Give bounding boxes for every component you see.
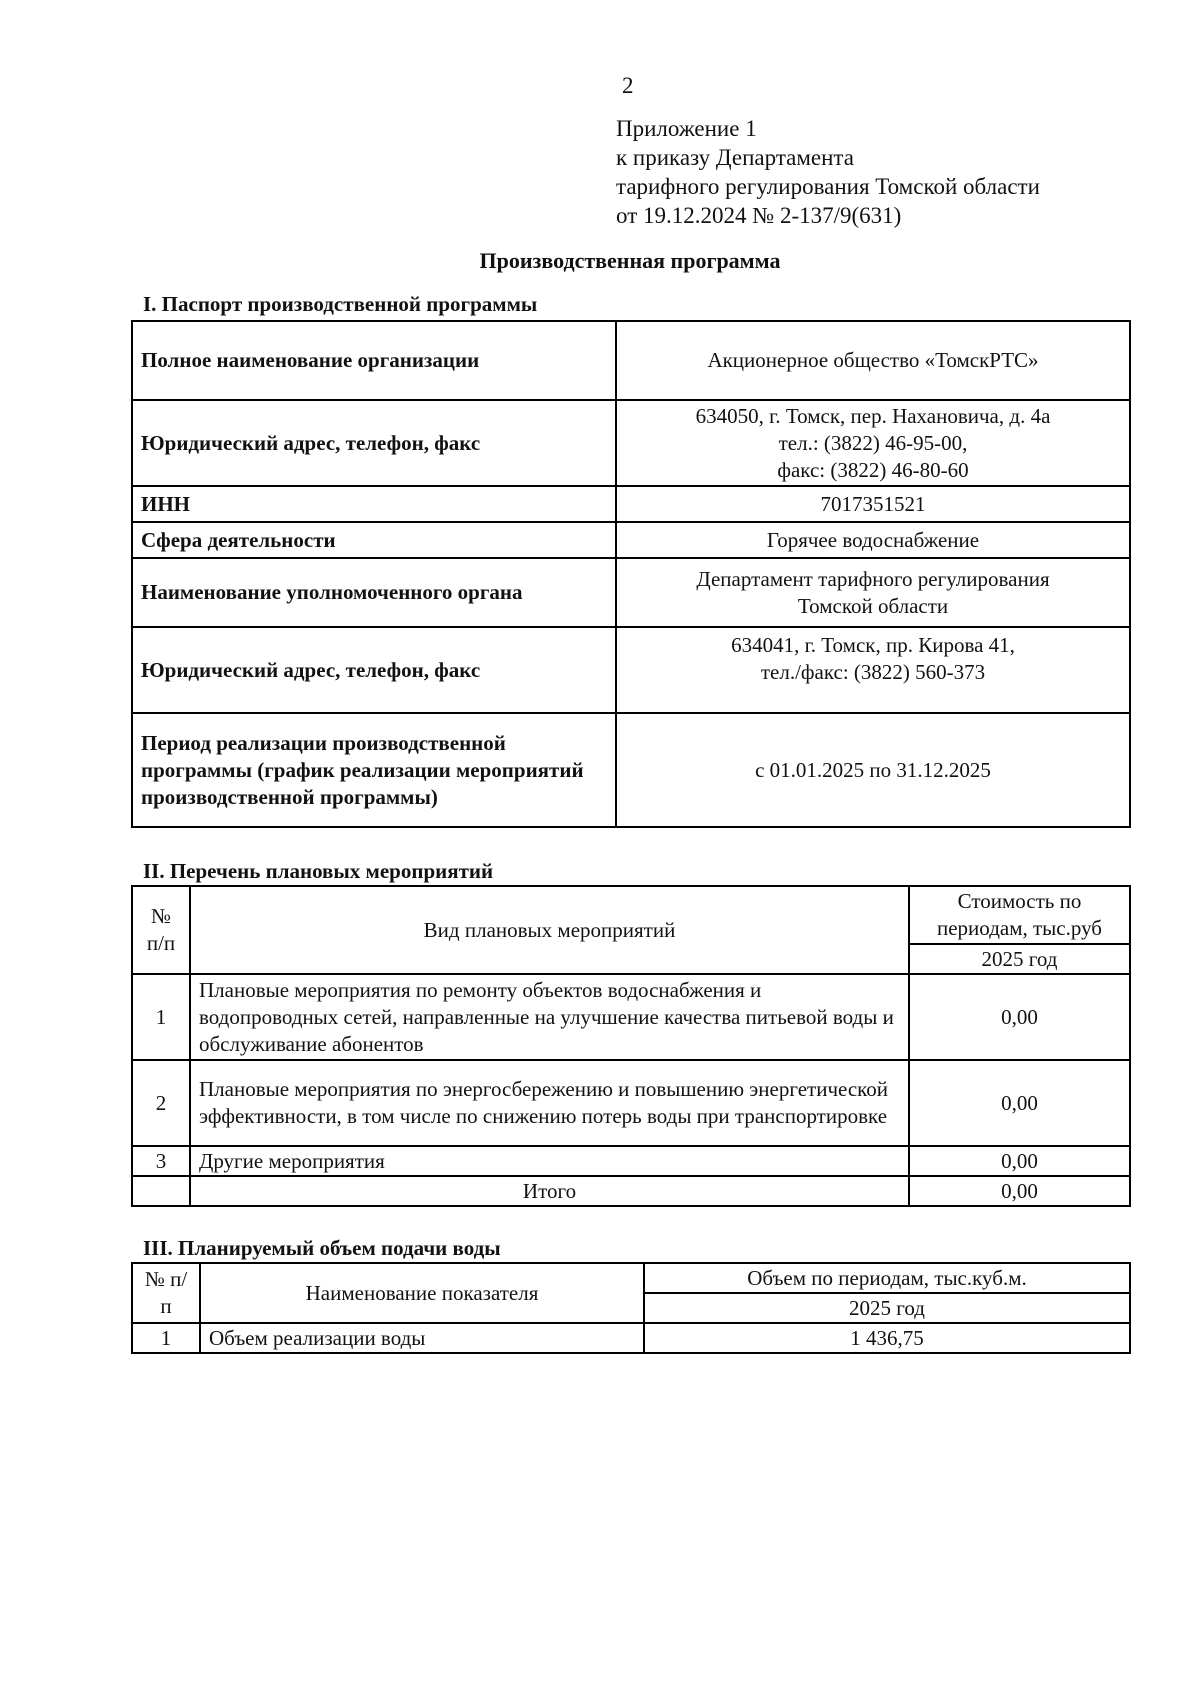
row-label: Юридический адрес, телефон, факс	[132, 400, 616, 486]
section-1-title: I. Паспорт производственной программы	[143, 292, 538, 316]
row-text: Плановые мероприятия по ремонту объектов водоснабжения и водопроводных сетей, направленные на улучшение качества питьевой воды и обслуживание абонентов	[190, 974, 909, 1060]
table-row	[132, 1323, 1130, 1353]
value-line: с 01.01.2025 по 31.12.2025	[755, 757, 991, 782]
row-value	[616, 321, 1130, 400]
row-value	[616, 627, 1130, 713]
header-kind: Вид плановых мероприятий	[190, 886, 909, 974]
water-volume-table	[131, 1262, 1131, 1354]
table-row	[132, 627, 1130, 713]
value-line: Акционерное общество «ТомскРТС»	[707, 348, 1039, 372]
table-row	[132, 558, 1130, 627]
row-value: 1 436,75	[644, 1323, 1130, 1353]
header-num: № п/п	[132, 1263, 200, 1323]
header-row	[132, 1263, 1130, 1293]
row-value	[616, 486, 1130, 522]
row-value: 0,00	[909, 974, 1130, 1060]
header-volume: Объем по периодам, тыс.куб.м.	[644, 1263, 1130, 1293]
table-row	[132, 713, 1130, 827]
appendix-line-2: к приказу Департамента	[616, 145, 854, 170]
table-row	[132, 1060, 1130, 1146]
value-line: Департамент тарифного регулирования	[696, 566, 1050, 591]
row-value: 0,00	[909, 1146, 1130, 1176]
passport-table	[131, 320, 1131, 828]
table-row	[132, 486, 1130, 522]
header-cost: Стоимость по периодам, тыс.руб	[909, 886, 1130, 944]
total-row	[132, 1176, 1130, 1206]
header-year: 2025 год	[909, 944, 1130, 974]
row-label: Период реализации производственной программы (график реализации мероприятий производственной программы)	[132, 713, 616, 827]
value-line: 634041, г. Томск, пр. Кирова 41,	[731, 633, 1015, 657]
row-value: 0,00	[909, 1060, 1130, 1146]
row-num: 1	[132, 1323, 200, 1353]
header-name: Наименование показателя	[200, 1263, 644, 1323]
row-value	[616, 558, 1130, 627]
value-line: тел./факс: (3822) 560-373	[760, 660, 986, 684]
value-line: 634050, г. Томск, пер. Нахановича, д. 4а	[695, 403, 1051, 428]
header-row	[132, 886, 1130, 944]
value-line: 7017351521	[820, 491, 926, 516]
table-row	[132, 400, 1130, 486]
row-label: Юридический адрес, телефон, факс	[132, 627, 616, 713]
header-num: № п/п	[132, 886, 190, 974]
table-row	[132, 974, 1130, 1060]
row-label: Наименование уполномоченного органа	[132, 558, 616, 627]
row-num: 3	[132, 1146, 190, 1176]
row-label: Сфера деятельности	[132, 522, 616, 558]
row-label: ИНН	[132, 486, 616, 522]
section-2-title: II. Перечень плановых мероприятий	[143, 859, 494, 883]
value-line: Горячее водоснабжение	[766, 527, 980, 552]
appendix-line-3: тарифного регулирования Томской области	[616, 174, 1040, 199]
table-row	[132, 321, 1130, 400]
total-label: Итого	[190, 1176, 909, 1206]
row-text: Другие мероприятия	[190, 1146, 909, 1176]
table-row	[132, 1146, 1130, 1176]
document-title: Производственная программа	[479, 248, 781, 273]
row-name: Объем реализации воды	[200, 1323, 644, 1353]
row-text: Плановые мероприятия по энергосбережению и повышению энергетической эффективности, в том числе по снижению потерь воды при транспортировке	[190, 1060, 909, 1146]
total-value: 0,00	[909, 1176, 1130, 1206]
table-row	[132, 522, 1130, 558]
total-num	[132, 1176, 190, 1206]
value-line: Томской области	[797, 593, 949, 618]
appendix-line-4: от 19.12.2024 № 2-137/9(631)	[616, 203, 902, 228]
row-label: Полное наименование организации	[132, 321, 616, 400]
section-3-title: III. Планируемый объем подачи воды	[143, 1236, 501, 1260]
row-num: 2	[132, 1060, 190, 1146]
row-value	[616, 400, 1130, 486]
row-value	[616, 713, 1130, 827]
value-line: факс: (3822) 46-80-60	[777, 457, 969, 482]
value-line: тел.: (3822) 46-95-00,	[778, 430, 968, 455]
row-value	[616, 522, 1130, 558]
appendix-block	[616, 114, 1040, 230]
activities-table	[131, 885, 1131, 1207]
page-number: 2	[622, 73, 634, 98]
row-num: 1	[132, 974, 190, 1060]
appendix-line-1: Приложение 1	[616, 116, 757, 141]
header-year: 2025 год	[644, 1293, 1130, 1323]
